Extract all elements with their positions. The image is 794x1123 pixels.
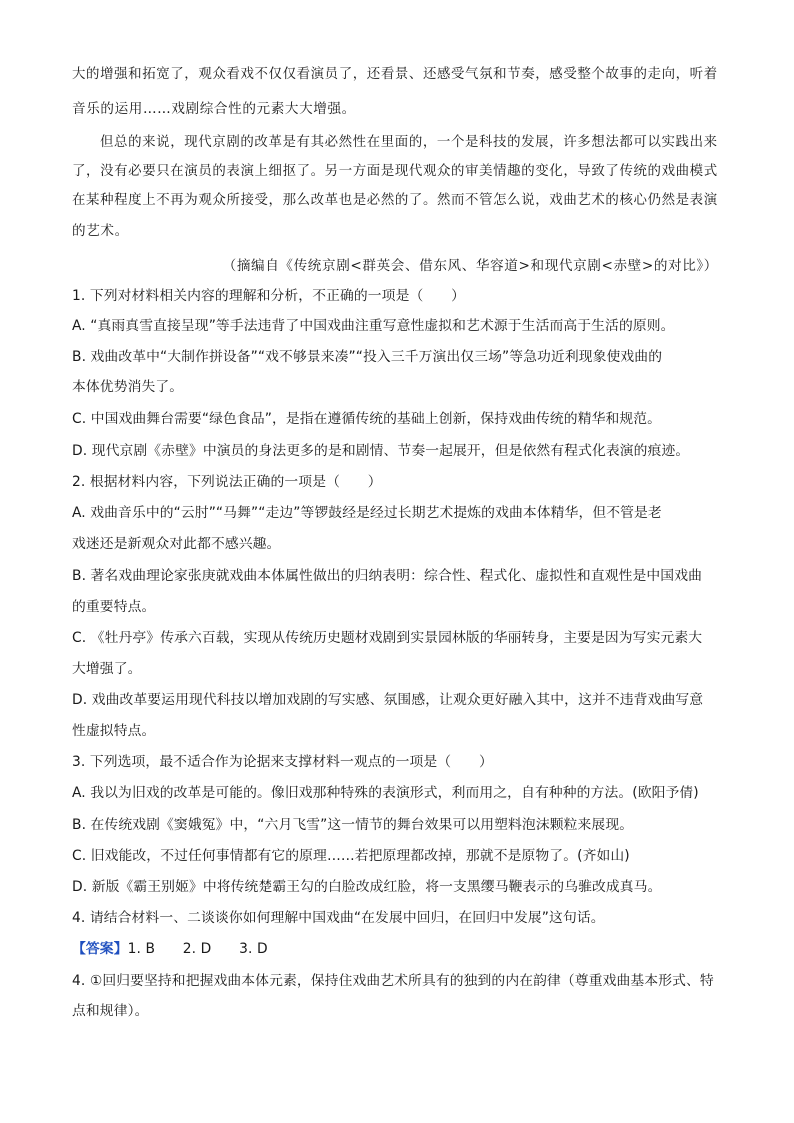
question-stem: 2. 根据材料内容，下列说法正确的一项是（ ） (72, 474, 382, 490)
option-line: C. 旧戏能改，不过任何事情都有它的原理……若把原理都改掉，那就不是原物了。(齐如山) (72, 848, 630, 864)
option-line: C. 《牡丹亭》传承六百载，实现从传统历史题材戏剧到实景园林版的华丽转身，主要是因为写实元素大 (72, 630, 703, 646)
answer-items: 1. B 2. D 3. D (127, 941, 268, 957)
answer-line (72, 939, 268, 959)
question-stem: 1. 下列对材料相关内容的理解和分析，不正确的一项是（ ） (72, 288, 466, 304)
passage-line: 在某种程度上不再为观众所接受，那么改革也是必然的了。然而不管怎么说，戏曲艺术的核心仍然是表演 (72, 193, 718, 208)
option-line: 性虚拟特点。 (72, 723, 156, 739)
passage-line: 大的增强和拓宽了，观众看戏不仅仅看演员了，还看景、还感受气氛和节奏，感受整个故事的走向，听着 (72, 67, 718, 82)
passage-source: （摘编自《传统京剧<群英会、借东风、华容道>和现代京剧<赤壁>的对比》） (222, 258, 718, 274)
question-stem: 4. 请结合材料一、二谈谈你如何理解中国戏曲“在发展中回归，在回归中发展”这句话。 (72, 910, 605, 926)
option-line: B. 在传统戏剧《窦娥冤》中，“六月飞雪”这一情节的舞台效果可以用塑料泡沫颗粒来展现。 (72, 817, 634, 833)
question-stem: 3. 下列选项，最不适合作为论据来支撑材料一观点的一项是（ ） (72, 754, 493, 770)
option-line: 戏迷还是新观众对此都不感兴趣。 (72, 536, 281, 552)
passage-line: 了，没有必要只在演员的表演上细抠了。另一方面是现代观众的审美情趣的变化，导致了传统的戏曲模式 (72, 164, 718, 179)
option-line: A. 戏曲音乐中的“云肘”“马舞”“走边”等锣鼓经是经过长期艺术提炼的戏曲本体精华，但不管是老 (72, 505, 662, 521)
option-line: B. 戏曲改革中“大制作拼设备”“戏不够景来凑”“投入三千万演出仅三场”等急功近利现象使戏曲的 (72, 349, 663, 365)
passage-line: 但总的来说，现代京剧的改革是有其必然性在里面的，一个是科技的发展，许多想法都可以实践出来 (100, 135, 718, 150)
option-line: 的重要特点。 (72, 599, 156, 615)
answer-tag: 【答案】 (72, 941, 128, 957)
option-line: B. 著名戏曲理论家张庚就戏曲本体属性做出的归纳表明：综合性、程式化、虚拟性和直观性是中国戏曲 (72, 568, 702, 584)
explanation-line: 4. ①回归要坚持和把握戏曲本体元素，保持住戏曲艺术所具有的独到的内在韵律（尊重戏曲基本形式、特 (72, 973, 714, 989)
option-line: 大增强了。 (72, 661, 142, 677)
option-line: 本体优势消失了。 (72, 379, 184, 395)
option-line: A. “真雨真雪直接呈现”等手法违背了中国戏曲注重写意性虚拟和艺术源于生活而高于生活的原则。 (72, 318, 675, 334)
option-line: D. 戏曲改革要运用现代科技以增加戏剧的写实感、氛围感，让观众更好融入其中，这并不违背戏曲写意 (72, 692, 704, 708)
option-line: D. 现代京剧《赤壁》中演员的身法更多的是和剧情、节奏一起展开，但是依然有程式化表演的痕迹。 (72, 443, 690, 459)
passage-line: 的艺术。 (72, 223, 129, 239)
passage-line: 音乐的运用……戏剧综合性的元素大大增强。 (72, 101, 356, 117)
option-line: A. 我以为旧戏的改革是可能的。像旧戏那种特殊的表演形式，利而用之，自有种种的方法。(欧阳予倩) (72, 785, 699, 801)
option-line: D. 新版《霸王别姬》中将传统楚霸王勾的白脸改成红脸，将一支黑缨马鞭表示的乌骓改成真马。 (72, 879, 662, 895)
option-line: C. 中国戏曲舞台需要“绿色食品”，是指在遵循传统的基础上创新，保持戏曲传统的精华和规范。 (72, 411, 662, 427)
explanation-line: 点和规律）。 (72, 1003, 149, 1019)
